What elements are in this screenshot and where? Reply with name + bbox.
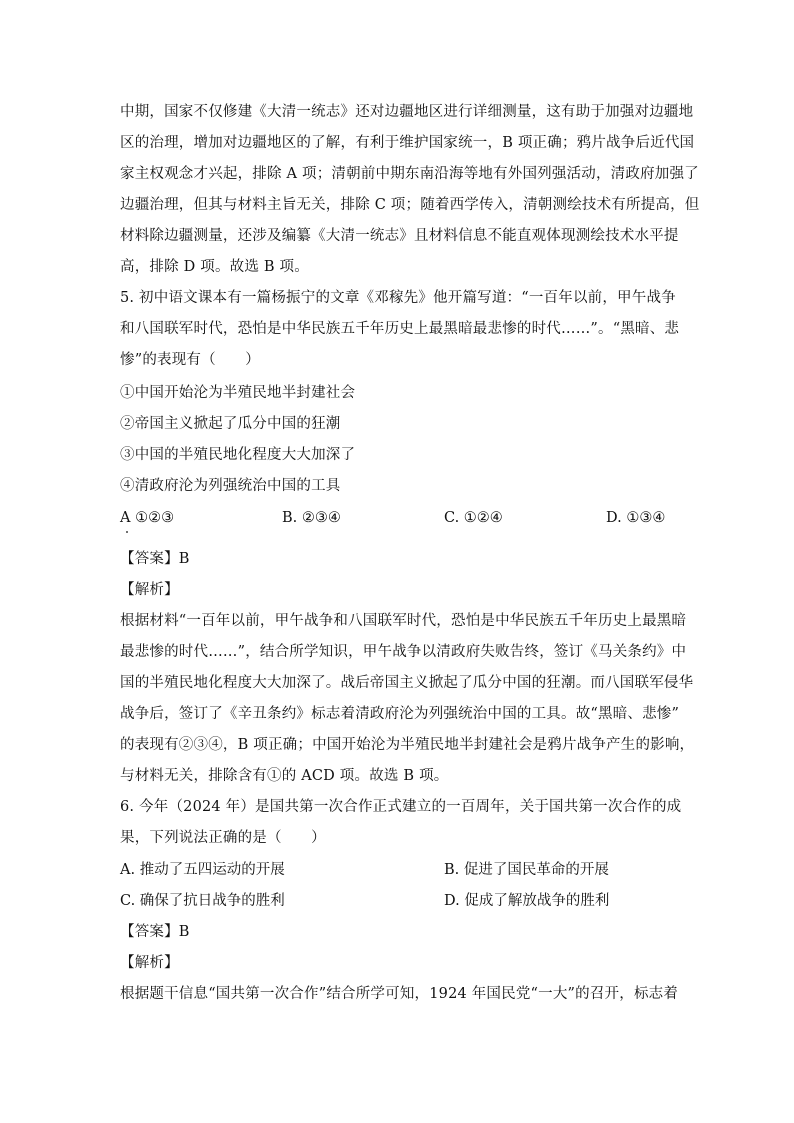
question-5-option-c[interactable]: C. ①②④	[444, 510, 503, 526]
question-6-option-d[interactable]: D. 促成了解放战争的胜利	[444, 893, 610, 909]
explanation-4-line-2: 区的治理，增加对边疆地区的了解，有利于维护国家统一，B 项正确；鸦片战争后近代国	[120, 135, 695, 151]
question-5-statement-2: ②帝国主义掀起了瓜分中国的狂潮	[120, 416, 341, 432]
question-6-stem-line-2: 果，下列说法正确的是（ ）	[120, 830, 326, 846]
question-5-statement-3: ③中国的半殖民地化程度大大加深了	[120, 447, 356, 463]
explanation-4-line-1: 中期，国家不仅修建《大清一统志》还对边疆地区进行详细测量，这有助于加强对边疆地	[120, 104, 694, 120]
question-5-stem-line-2: 和八国联军时代，恐怕是中华民族五千年历史上最黑暗最悲惨的时代……”。“黑暗、悲	[120, 321, 680, 337]
question-6-analysis-label: 【解析】	[120, 955, 179, 971]
question-5-analysis-line-3: 国的半殖民地化程度大大加深了。战后帝国主义掀起了瓜分中国的狂潮。而八国联军侵华	[120, 675, 694, 691]
question-6-analysis-line-1: 根据题干信息“国共第一次合作”结合所学可知，1924 年国民党“一大”的召开，标志着	[120, 986, 679, 1002]
question-5-option-d[interactable]: D. ①③④	[606, 510, 666, 526]
question-5-statement-4: ④清政府沦为列强统治中国的工具	[120, 478, 341, 494]
question-5-analysis-line-5: 的表现有②③④，B 项正确；中国开始沦为半殖民地半封建社会是鸦片战争产生的影响，	[120, 737, 695, 753]
question-5-analysis-line-4: 战争后，签订了《辛丑条约》标志着清政府沦为列强统治中国的工具。故“黑暗、悲惨”	[120, 706, 680, 722]
explanation-4-line-5: 材料除边疆测量，还涉及编纂《大清一统志》且材料信息不能直观体现测绘技术水平提	[120, 228, 679, 244]
explanation-4-line-6: 高，排除 D 项。故选 B 项。	[120, 259, 309, 275]
explanation-4-line-4: 边疆治理，但其与材料主旨无关，排除 C 项；随着西学传入，清朝测绘技术有所提高，但	[120, 197, 700, 213]
question-6-stem-line-1: 6. 今年（2024 年）是国共第一次合作正式建立的一百周年，关于国共第一次合作的成	[120, 799, 682, 815]
question-6-answer: 【答案】B	[120, 924, 190, 940]
stray-dot	[126, 531, 128, 533]
question-6-option-a[interactable]: A. 推动了五四运动的开展	[120, 862, 285, 878]
question-5-analysis-line-1: 根据材料“一百年以前，甲午战争和八国联军时代，恐怕是中华民族五千年历史上最黑暗	[120, 613, 687, 629]
question-5-option-b[interactable]: B. ②③④	[282, 510, 341, 526]
question-5-stem-line-1: 5. 初中语文课本有一篇杨振宁的文章《邓稼先》他开篇写道：“一百年以前，甲午战争	[120, 290, 676, 306]
question-5-statement-1: ①中国开始沦为半殖民地半封建社会	[120, 385, 356, 401]
explanation-4-line-3: 家主权观念才兴起，排除 A 项；清朝前中期东南沿海等地有外国列强活动，清政府加强了	[120, 166, 699, 182]
question-6-option-b[interactable]: B. 促进了国民革命的开展	[444, 862, 609, 878]
question-6-option-c[interactable]: C. 确保了抗日战争的胜利	[120, 893, 285, 909]
question-5-analysis-line-6: 与材料无关，排除含有①的 ACD 项。故选 B 项。	[120, 768, 449, 784]
question-5-answer: 【答案】B	[120, 551, 190, 567]
question-5-stem-line-3: 惨”的表现有（ ）	[120, 352, 260, 368]
question-5-analysis-line-2: 最悲惨的时代……”，结合所学知识，甲午战争以清政府失败告终，签订《马关条约》中	[120, 644, 687, 660]
question-5-analysis-label: 【解析】	[120, 582, 179, 598]
question-5-option-a[interactable]: A ①②③	[120, 510, 175, 526]
